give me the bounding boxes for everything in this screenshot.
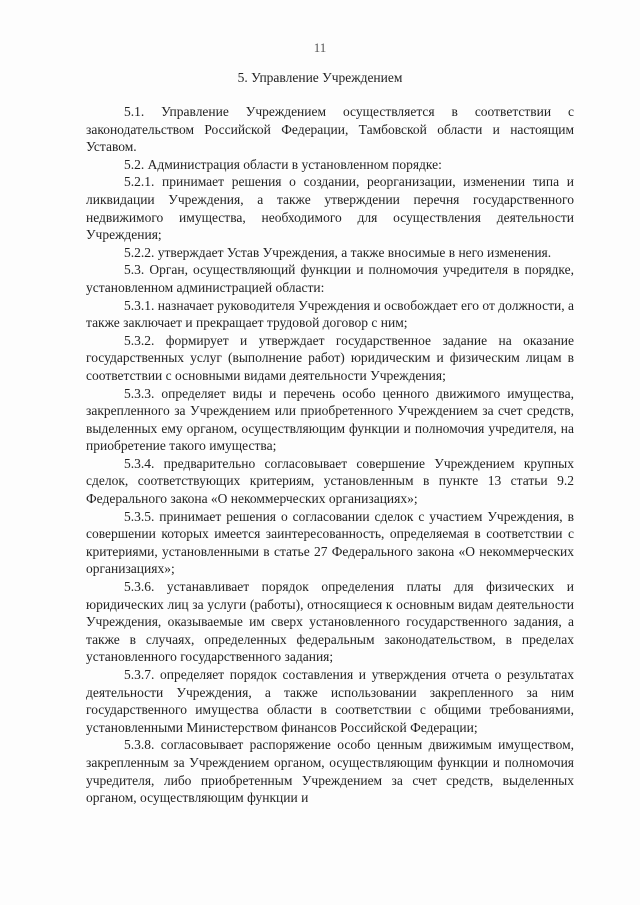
paragraph-5-3: 5.3. Орган, осуществляющий функции и полномочия учредителя в порядке, установленном администрацией области: [86,262,574,295]
paragraph-5-2-1: 5.2.1. принимает решения о создании, реорганизации, изменении типа и ликвидации Учреждения, а также утверждении перечня государственного недвижимого имущества, необходимого для осуществления деятельности Учреждения; [86,174,574,243]
paragraph-5-3-7: 5.3.7. определяет порядок составления и утверждения отчета о результатах деятельности Учреждения, а также использовании закрепленного за ним государственного имущества области в соответствии с общими требованиями, установленными Министерством финансов Российской Федерации; [86,667,574,735]
paragraph-5-3-1: 5.3.1. назначает руководителя Учреждения и освобождает его от должности, а также заключает и прекращает трудовой договор с ним; [86,297,574,331]
page-number: 11 [313,40,327,55]
paragraph-5-2-2: 5.2.2. утверждает Устав Учреждения, а также вносимые в него изменения. [124,244,552,260]
paragraph-5-3-4: 5.3.4. предварительно согласовывает совершение Учреждением крупных сделок, соответствующих критериям, установленным в пункте 13 статьи 9.2 Федерального закона «О некоммерческих организациях»; [86,455,574,507]
paragraph-5-3-3: 5.3.3. определяет виды и перечень особо ценного движимого имущества, закрепленного за Учреждением или приобретенного Учреждением за счет средств, выделенных ему органом, осуществляющим функции и полномочия учредителя, на приобретение такого имущества; [86,385,574,454]
paragraph-5-2: 5.2. Администрация области в установленном порядке: [124,156,442,172]
paragraph-5-3-5: 5.3.5. принимает решения о согласовании сделок с участием Учреждения, в совершении которых имеется заинтересованность, определяемая в соответствии с критериями, установленными в статье 27 Федерального закона «О некоммерческих организациях»; [86,508,574,577]
paragraph-5-3-2: 5.3.2. формирует и утверждает государственное задание на оказание государственных услуг (выполнение работ) юридическим и физическим лицам в соответствии с основными видами деятельности Учреждения; [86,332,574,383]
section-title: 5. Управление Учреждением [237,70,403,85]
paragraph-5-3-6: 5.3.6. устанавливает порядок определения платы для физических и юридических лиц за услуги (работы), относящиеся к основным видам деятельности Учреждения, оказываемые им сверх установленного государственного задания, а также в случаях, определенных федеральным законодательством, в пределах установленного государственного задания; [86,579,574,665]
paragraph-5-3-8: 5.3.8. согласовывает распоряжение особо ценным движимым имуществом, закрепленным за Учреждением органом, осуществляющим функции и полномочия учредителя, либо приобретенным Учреждением за счет средств, выделенных органом, осуществляющим функции и [86,737,574,806]
body-text [86,103,574,807]
paragraph-5-1: 5.1. Управление Учреждением осуществляется в соответствии с законодательством Российской Федерации, Тамбовской области и настоящим Уставом. [86,104,574,155]
